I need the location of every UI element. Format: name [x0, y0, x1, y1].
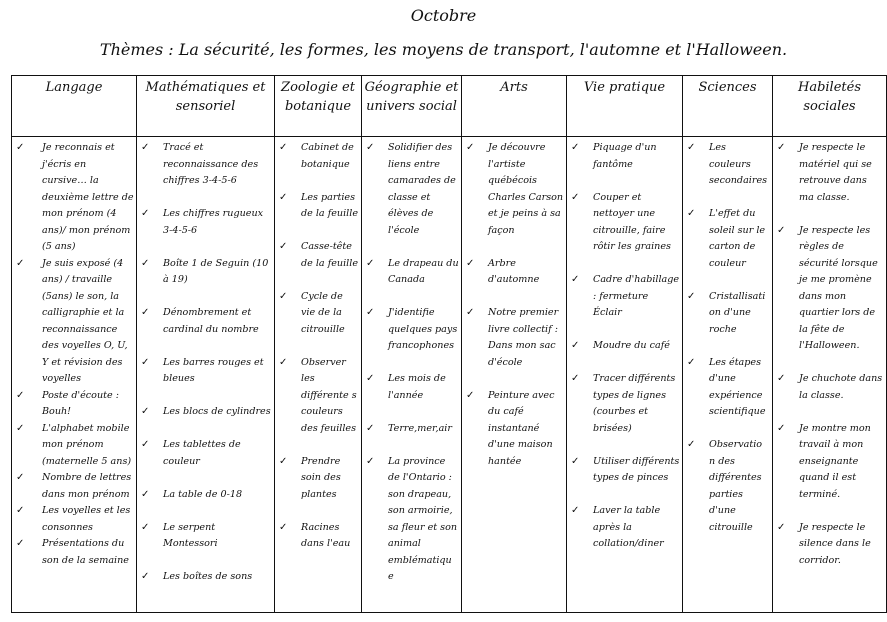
- curriculum-table: [11, 75, 887, 613]
- list-item: ✓ Cristallisati on d'une roche: [683, 289, 770, 339]
- column-header-langage: Langage: [12, 76, 137, 137]
- list-item: ✓ Dénombrement et cardinal du nombre: [137, 305, 272, 338]
- column-cell-geographie-et-univers-social: [362, 137, 462, 613]
- item-list: [275, 137, 361, 553]
- list-item: ✓ Les voyelles et les consonnes: [12, 503, 134, 536]
- list-item: ✓ Casse-tête de la feuille: [275, 239, 359, 272]
- list-item: ✓ Je respecte le silence dans le corridor.: [773, 520, 884, 570]
- column-cell-zoologie-et-botanique: [275, 137, 362, 613]
- list-item: ✓ Solidifier des liens entre camarades de classe et élèves de l'école: [362, 140, 459, 239]
- list-item: ✓ Racines dans l'eau: [275, 520, 359, 553]
- list-item: ✓ J'identifie quelques pays francophones: [362, 305, 459, 355]
- column-header-mathematiques-et-sensoriel: Mathématiques et sensoriel: [137, 76, 275, 137]
- list-item: ✓ Cabinet de botanique: [275, 140, 359, 173]
- header-row: [12, 76, 887, 137]
- item-list: [683, 137, 772, 536]
- list-item: ✓ Les tablettes de couleur: [137, 437, 272, 470]
- page-subtitle: Thèmes : La sécurité, les formes, les moyens de transport, l'automne et l'Halloween.: [99, 40, 788, 59]
- list-item: ✓ Le drapeau du Canada: [362, 256, 459, 289]
- list-item: ✓ Piquage d'un fantôme: [567, 140, 680, 173]
- item-list: [137, 137, 274, 586]
- column-cell-langage: [12, 137, 137, 613]
- list-item: ✓ Les blocs de cylindres: [137, 404, 272, 421]
- item-list: [462, 137, 566, 470]
- list-item: ✓ Les barres rouges et bleues: [137, 355, 272, 388]
- list-item: ✓ Je montre mon travail à mon enseignante quand il est terminé.: [773, 421, 884, 504]
- item-list: [362, 137, 461, 586]
- list-item: ✓ Je suis exposé (4 ans) / travaille (5ans) le son, la calligraphie et la reconnaissance des voyelles O, U, Y et révision des voyelles: [12, 256, 134, 388]
- list-item: ✓ Cycle de vie de la citrouille: [275, 289, 359, 339]
- column-header-habiletes-sociales: Habiletés sociales: [773, 76, 887, 137]
- list-item: ✓ Je respecte le matériel qui se retrouve dans ma classe.: [773, 140, 884, 206]
- list-item: ✓ La province de l'Ontario : son drapeau, son armoirie, sa fleur et son animal emblématiqu e: [362, 454, 459, 586]
- list-item: ✓ Les couleurs secondaires: [683, 140, 770, 190]
- list-item: ✓ Je chuchote dans la classe.: [773, 371, 884, 404]
- list-item: ✓ L'alphabet mobile mon prénom (maternelle 5 ans): [12, 421, 134, 471]
- item-list: [773, 137, 886, 569]
- list-item: ✓ L'effet du soleil sur le carton de couleur: [683, 206, 770, 272]
- list-item: ✓ Les étapes d'une expérience scientifique: [683, 355, 770, 421]
- list-item: ✓ Les boîtes de sons: [137, 569, 272, 586]
- column-cell-arts: [462, 137, 567, 613]
- list-item: ✓ Utiliser différents types de pinces: [567, 454, 680, 487]
- list-item: ✓ Tracé et reconnaissance des chiffres 3-4-5-6: [137, 140, 272, 190]
- list-item: ✓ Peinture avec du café instantané d'une maison hantée: [462, 388, 564, 471]
- column-cell-habiletes-sociales: [773, 137, 887, 613]
- list-item: ✓ Je reconnais et j'écris en cursive… la deuxième lettre de mon prénom (4 ans)/ mon prénom (5 ans): [12, 140, 134, 256]
- list-item: ✓ Nombre de lettres dans mon prénom: [12, 470, 134, 503]
- list-item: ✓ Notre premier livre collectif : Dans mon sac d'école: [462, 305, 564, 371]
- list-item: ✓ La table de 0-18: [137, 487, 272, 504]
- list-item: ✓ Prendre soin des plantes: [275, 454, 359, 504]
- column-header-geographie-et-univers-social: Géographie et univers social: [362, 76, 462, 137]
- content-row: [12, 137, 887, 613]
- column-cell-vie-pratique: [567, 137, 683, 613]
- list-item: ✓ Cadre d'habillage : fermeture Éclair: [567, 272, 680, 322]
- column-header-vie-pratique: Vie pratique: [567, 76, 683, 137]
- column-cell-mathematiques-et-sensoriel: [137, 137, 275, 613]
- list-item: ✓ Le serpent Montessori: [137, 520, 272, 553]
- list-item: ✓ Couper et nettoyer une citrouille, faire rôtir les graines: [567, 190, 680, 256]
- item-list: [12, 137, 136, 569]
- list-item: ✓ Les mois de l'année: [362, 371, 459, 404]
- list-item: ✓ Présentations du son de la semaine: [12, 536, 134, 569]
- list-item: ✓ Je découvre l'artiste québécois Charles Carson et je peins à sa façon: [462, 140, 564, 239]
- column-header-sciences: Sciences: [683, 76, 773, 137]
- item-list: [567, 137, 682, 553]
- column-header-arts: Arts: [462, 76, 567, 137]
- list-item: ✓ Boîte 1 de Seguin (10 à 19): [137, 256, 272, 289]
- list-item: ✓ Les chiffres rugueux 3-4-5-6: [137, 206, 272, 239]
- list-item: ✓ Laver la table après la collation/diner: [567, 503, 680, 553]
- list-item: ✓ Les parties de la feuille: [275, 190, 359, 223]
- list-item: ✓ Je respecte les règles de sécurité lorsque je me promène dans mon quartier lors de la fête de l'Halloween.: [773, 223, 884, 355]
- list-item: ✓ Tracer différents types de lignes (courbes et brisées): [567, 371, 680, 437]
- column-header-zoologie-et-botanique: Zoologie et botanique: [275, 76, 362, 137]
- list-item: ✓ Poste d'écoute : Bouh!: [12, 388, 134, 421]
- page-title: Octobre: [410, 6, 477, 25]
- column-cell-sciences: [683, 137, 773, 613]
- list-item: ✓ Moudre du café: [567, 338, 680, 355]
- list-item: ✓ Observer les différente s couleurs des feuilles: [275, 355, 359, 438]
- list-item: ✓ Observatio n des différentes parties d'une citrouille: [683, 437, 770, 536]
- list-item: ✓ Terre,mer,air: [362, 421, 459, 438]
- list-item: ✓ Arbre d'automne: [462, 256, 564, 289]
